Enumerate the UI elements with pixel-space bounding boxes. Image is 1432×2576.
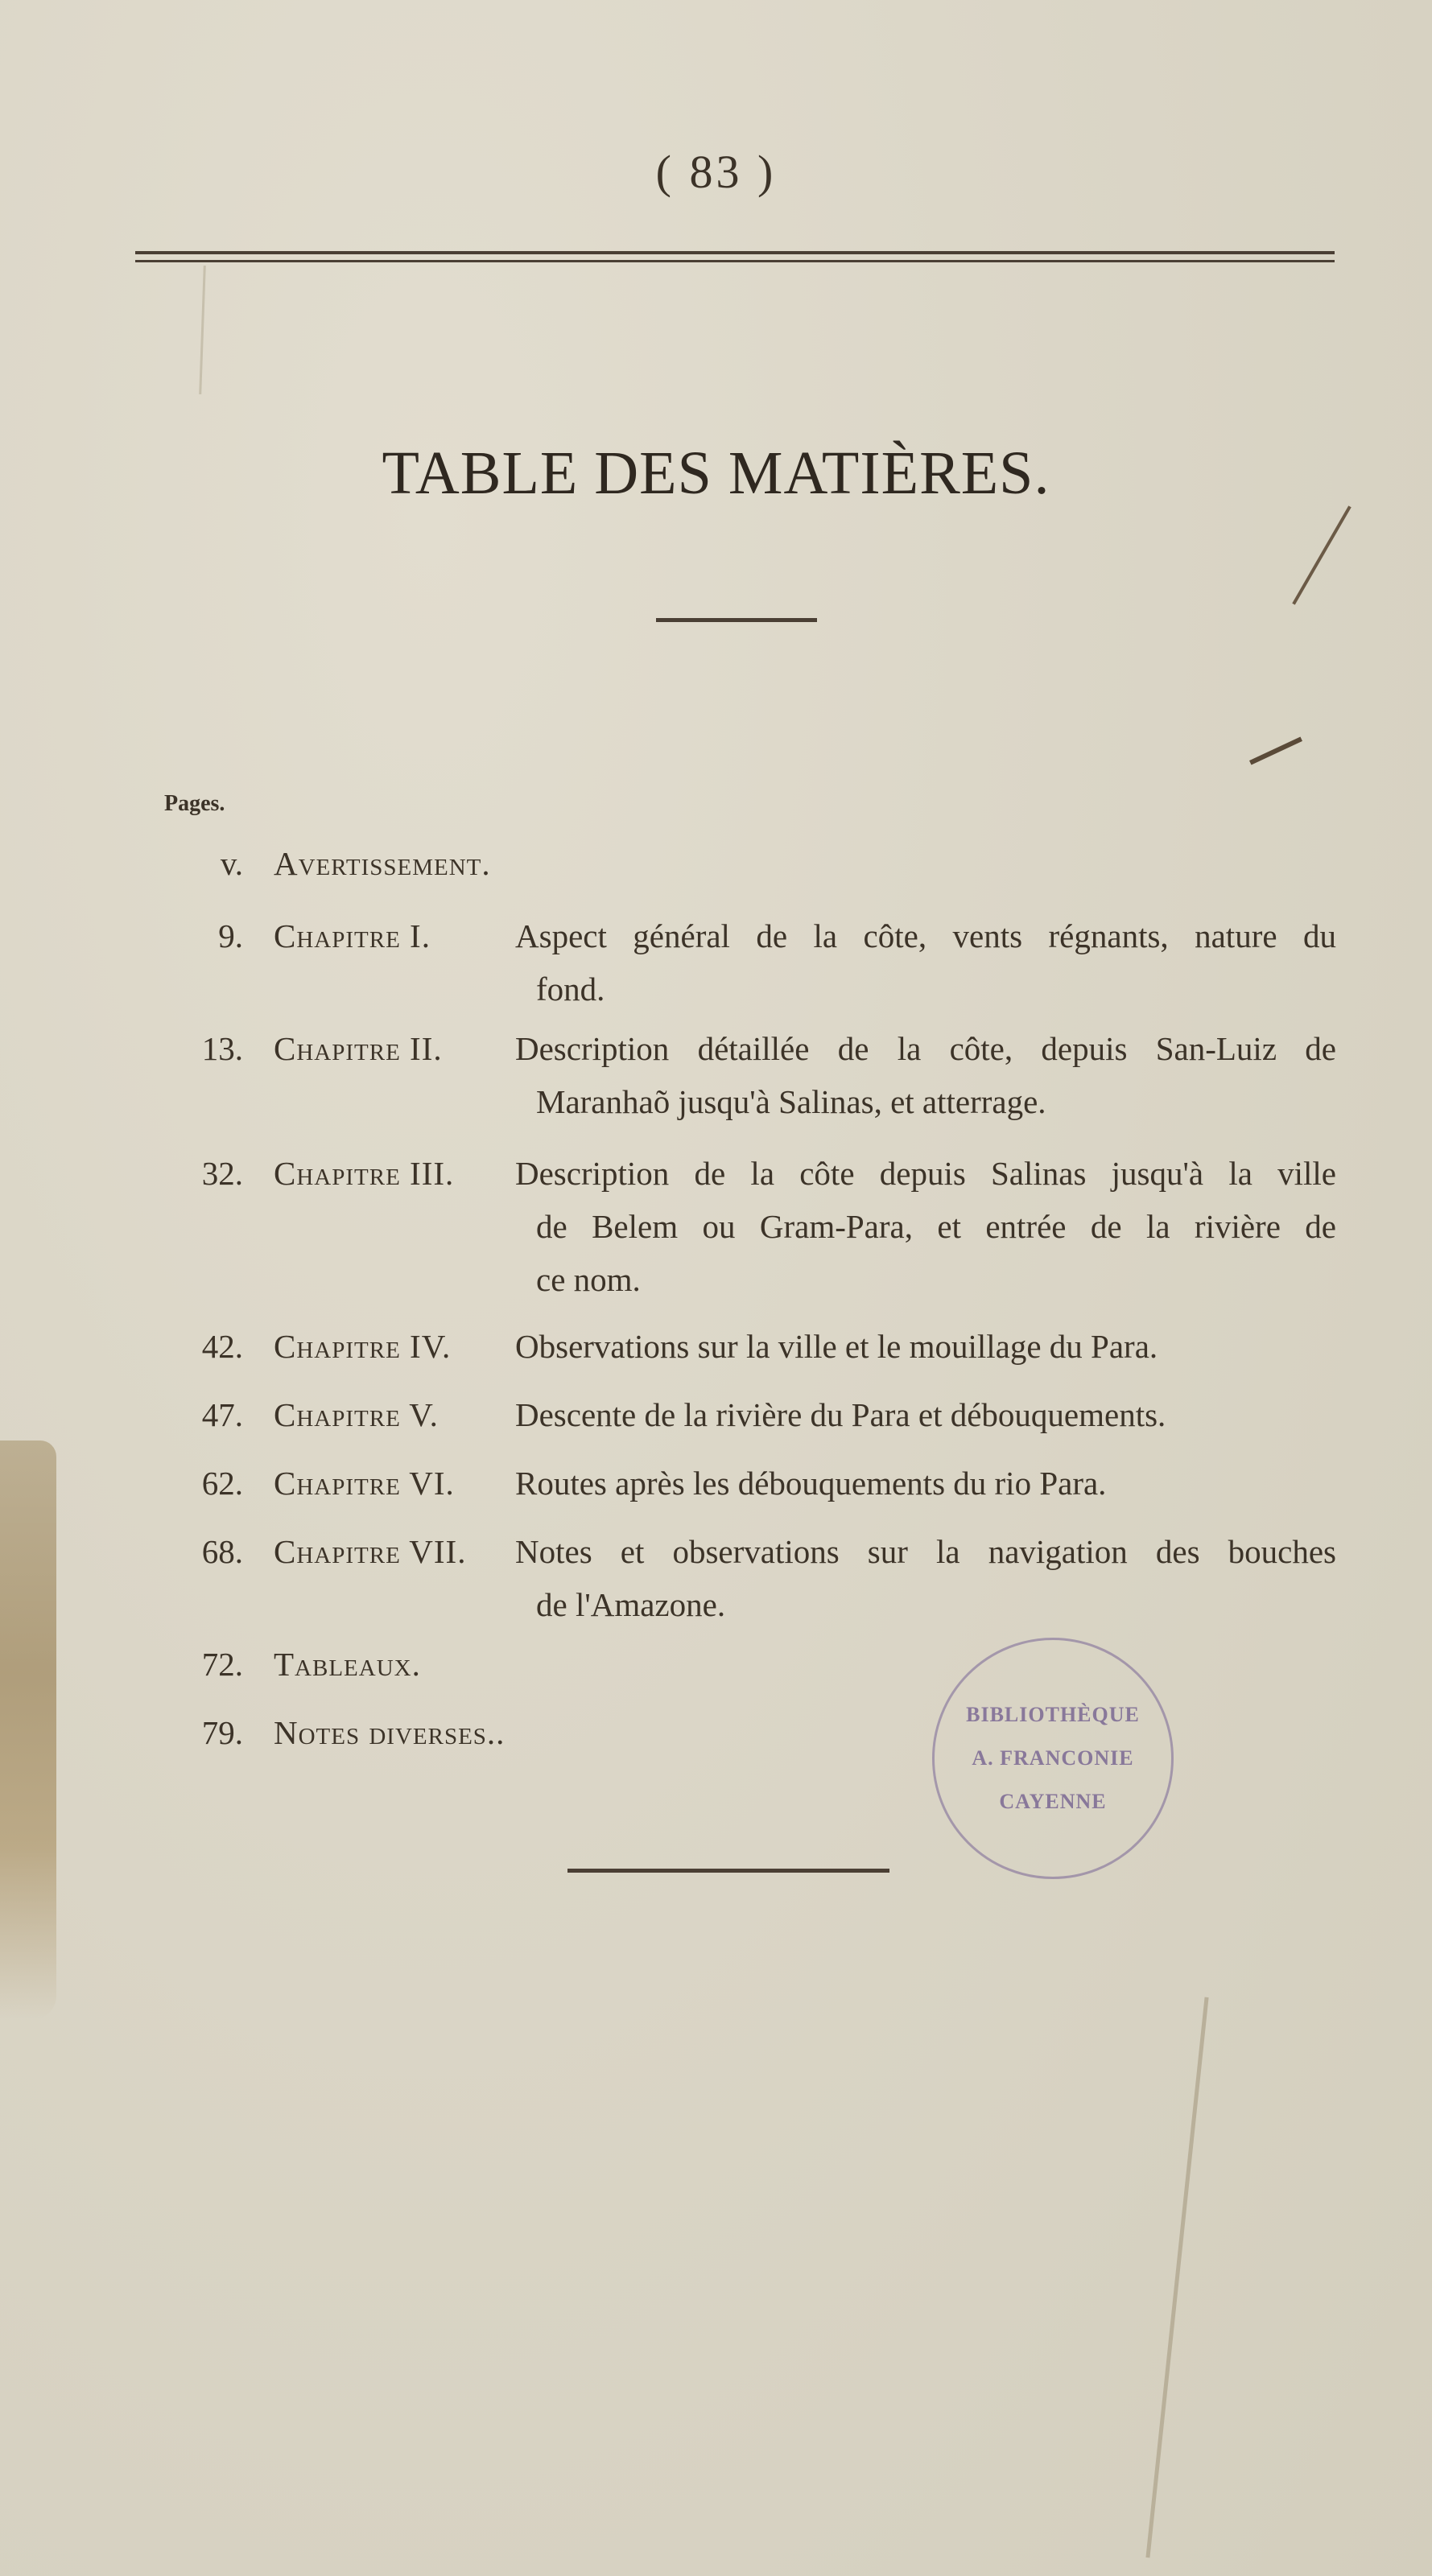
toc-page-number: 9. (218, 917, 243, 954)
toc-chapter-label: Chapitre V. (274, 1396, 439, 1433)
toc-description (515, 1022, 1336, 1128)
pages-column-heading: Pages. (164, 791, 225, 816)
toc-description-line: fond. (536, 971, 605, 1008)
toc-description-line: Aspect général de la côte, vents régnants, nature du (515, 917, 1336, 954)
end-rule (567, 1869, 889, 1873)
toc-description-line: Observations sur la ville et le mouillage du Para. (515, 1328, 1158, 1365)
toc-chapter-label: Chapitre I. (274, 917, 431, 954)
toc-description (515, 1147, 1336, 1306)
title-rule (656, 618, 817, 622)
toc-page-number: 72. (201, 1646, 243, 1683)
header-double-rule (135, 251, 1335, 262)
toc-page-number: 79. (201, 1714, 243, 1751)
toc-page-number: 62. (201, 1465, 243, 1502)
toc-description-line: de Belem ou Gram-Para, et entrée de la rivière de (536, 1208, 1336, 1245)
toc-description (515, 1457, 1336, 1510)
toc-chapter-label: Chapitre II. (274, 1030, 443, 1067)
pen-mark (1292, 505, 1351, 604)
page-title: TABLE DES MATIÈRES. (382, 439, 1050, 507)
toc-chapter-label: Chapitre III. (274, 1155, 455, 1192)
toc-chapter-label: Chapitre IV. (274, 1328, 452, 1365)
toc-description-line: Routes après les débouquements du rio Para. (515, 1465, 1107, 1502)
toc-description (515, 1525, 1336, 1631)
toc-page-number: v. (220, 845, 243, 882)
stamp-line: BIBLIOTHÈQUE (966, 1703, 1140, 1726)
toc-chapter-label: Notes diverses.. (274, 1714, 506, 1751)
toc-chapter-label: Tableaux. (274, 1646, 421, 1683)
toc-description (515, 1320, 1336, 1373)
toc-description-line: Notes et observations sur la navigation des bouches (515, 1533, 1336, 1570)
toc-description-line: Description détaillée de la côte, depuis San-Luiz de (515, 1030, 1336, 1067)
toc-chapter-label: Avertissement. (274, 845, 491, 882)
toc-description-line: Maranhaõ jusqu'à Salinas, et atterrage. (536, 1083, 1046, 1120)
toc-page-number: 68. (201, 1533, 243, 1570)
paper-stain (0, 1440, 56, 2020)
toc-page-number: 32. (201, 1155, 243, 1192)
toc-description-line: ce nom. (536, 1261, 641, 1298)
toc-description-line: de l'Amazone. (536, 1586, 726, 1623)
toc-description (515, 1388, 1336, 1441)
paper-crease (1145, 1997, 1208, 2558)
toc-page-number: 47. (201, 1396, 243, 1433)
toc-chapter-label: Chapitre VII. (274, 1533, 467, 1570)
toc-page-number: 42. (201, 1328, 243, 1365)
toc-description-line: Descente de la rivière du Para et débouquements. (515, 1396, 1166, 1433)
paper-crease (199, 266, 206, 394)
toc-description-line: Description de la côte depuis Salinas jusqu'à la ville (515, 1155, 1336, 1192)
stamp-line: A. FRANCONIE (972, 1746, 1134, 1770)
stamp-line: CAYENNE (999, 1790, 1107, 1813)
library-stamp (932, 1638, 1174, 1879)
toc-description (515, 909, 1336, 1016)
pen-mark (1249, 736, 1302, 765)
page-number: ( 83 ) (655, 146, 777, 198)
toc-page-number: 13. (201, 1030, 243, 1067)
toc-chapter-label: Chapitre VI. (274, 1465, 455, 1502)
